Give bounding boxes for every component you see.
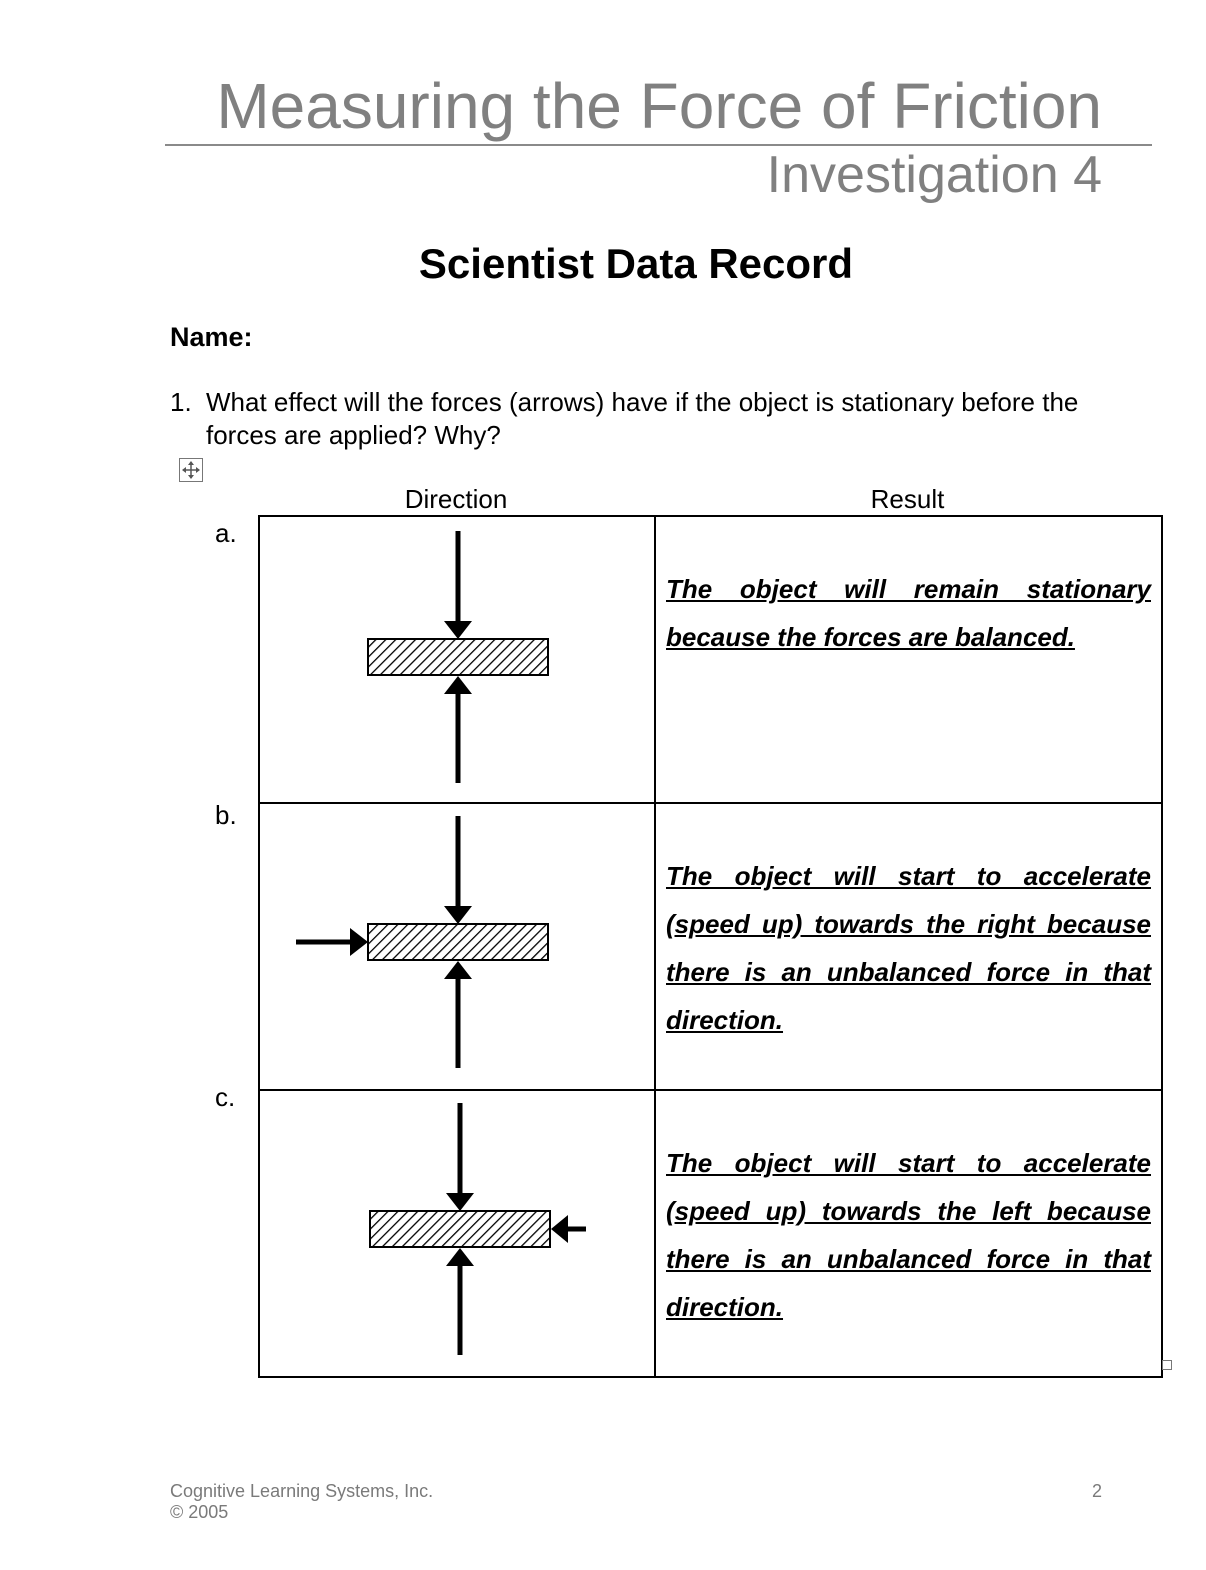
question-number: 1. <box>170 387 192 417</box>
direction-cell-a <box>259 516 655 803</box>
footer-copyright: © 2005 <box>170 1502 229 1522</box>
force-diagram-a <box>260 517 654 797</box>
direction-column-header: Direction <box>404 484 508 514</box>
result-text-c: The object will start to accelerate (speed up) towards the left because there is an unbalanced force in that direction. <box>666 1148 1151 1322</box>
question-1 <box>170 386 1130 452</box>
record-title: Scientist Data Record <box>418 240 854 287</box>
block-b <box>368 924 548 960</box>
page-number: 2 <box>1092 1481 1103 1501</box>
force-diagram-b <box>260 804 654 1084</box>
row-letter-c: c. <box>215 1082 236 1112</box>
result-column-header: Result <box>870 484 945 514</box>
table-row-a <box>259 516 1162 803</box>
forces-table <box>258 515 1163 1378</box>
block-a <box>368 639 548 675</box>
result-cell-b <box>655 803 1162 1090</box>
direction-cell-c <box>259 1090 655 1377</box>
page-title: Measuring the Force of Friction <box>216 70 1102 142</box>
table-resize-handle-icon[interactable] <box>1162 1360 1172 1370</box>
result-text-a: The object will remain stationary because the forces are balanced. <box>666 574 1151 652</box>
row-letter-b: b. <box>215 800 237 830</box>
result-text-b: The object will start to accelerate (speed up) towards the right because there is an unbalanced force in that direction. <box>666 861 1151 1035</box>
row-letter-a: a. <box>215 518 237 548</box>
question-text: What effect will the forces (arrows) have if the object is stationary before the forces are applied? Why? <box>206 387 1079 450</box>
footer-company <box>170 1481 433 1523</box>
page-subtitle: Investigation 4 <box>766 146 1102 204</box>
block-c <box>370 1211 550 1247</box>
table-row-c <box>259 1090 1162 1377</box>
name-label: Name: <box>170 322 253 352</box>
table-row-b <box>259 803 1162 1090</box>
result-cell-c <box>655 1090 1162 1377</box>
result-cell-a <box>655 516 1162 803</box>
footer-company-name: Cognitive Learning Systems, Inc. <box>170 1481 434 1501</box>
direction-cell-b <box>259 803 655 1090</box>
table-move-handle-icon[interactable] <box>179 458 203 482</box>
force-diagram-c <box>260 1091 654 1371</box>
